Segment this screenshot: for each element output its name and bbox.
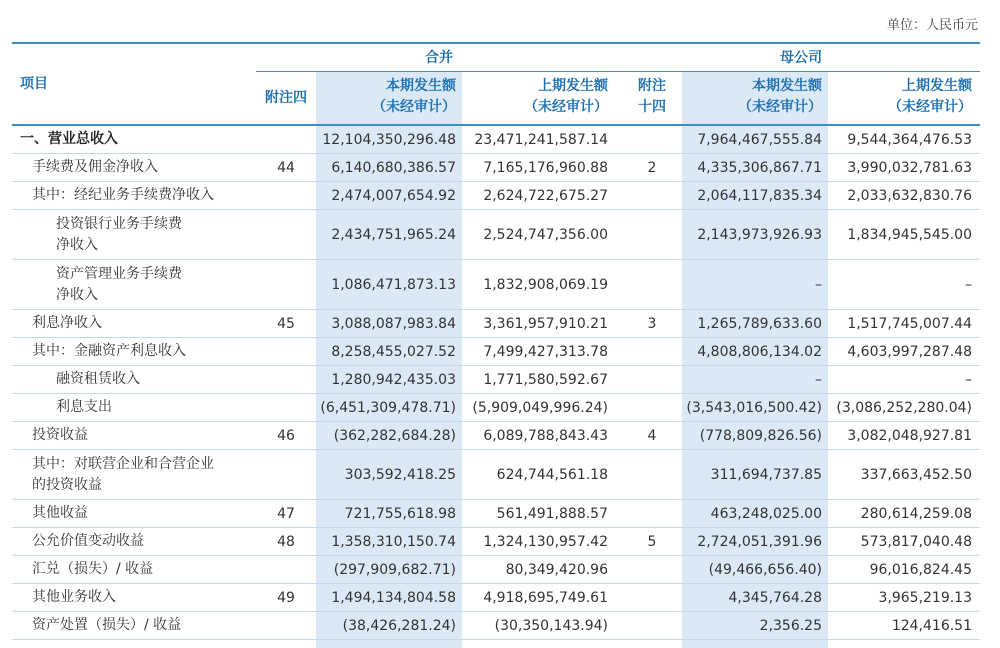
row-label-line2: 的投资收益 (32, 476, 102, 493)
header-item: 项目 (20, 76, 48, 92)
header-prior-line1: 上期发生额 (538, 78, 608, 94)
cell-prior-consolidated: 624,744,561.18 (496, 466, 608, 483)
row-label-text (20, 129, 118, 150)
table-row (12, 500, 980, 528)
header-prior-consolidated (462, 76, 608, 118)
cell-prior-consolidated: 2,624,722,675.27 (483, 187, 608, 204)
header-current-consolidated (316, 76, 456, 118)
row-label (32, 528, 262, 555)
row-label (32, 182, 262, 209)
row-label-line1: 融资租赁收入 (56, 371, 140, 387)
row-label-line1: 公允价值变动收益 (32, 533, 144, 549)
cell-current-consolidated: (38,426,281.24) (342, 617, 456, 634)
cell-current-parent: 2,724,051,391.96 (697, 533, 822, 550)
header-prior-line2: （未经审计） (888, 99, 972, 115)
cell-prior-consolidated: 1,324,130,957.42 (483, 533, 608, 550)
cell-prior-parent: 337,663,452.50 (860, 466, 972, 483)
cell-prior-consolidated: 2,524,747,356.00 (483, 226, 608, 243)
cell-current-consolidated: 2,474,007,654.92 (331, 187, 456, 204)
cell-prior-consolidated: 6,089,788,843.43 (483, 427, 608, 444)
row-label (56, 394, 286, 421)
cell-note-consolidated (256, 394, 316, 421)
cell-note-consolidated: 45 (277, 315, 295, 332)
header-current-line2: （未经审计） (372, 99, 456, 115)
header-current-line2: （未经审计） (738, 99, 822, 115)
header-note-consolidated: 附注四 (265, 90, 307, 106)
header-note-parent (622, 76, 682, 118)
cell-note-consolidated: 49 (277, 589, 295, 606)
cell-note-parent (622, 210, 682, 259)
row-label-text (32, 425, 88, 446)
cell-note-parent (622, 126, 682, 153)
cell-current-consolidated: (6,451,309,478.71) (320, 399, 456, 416)
row-label (56, 210, 286, 259)
cell-prior-parent: – (965, 276, 972, 293)
cell-note-parent (622, 366, 682, 393)
row-label-line1: 利息净收入 (32, 315, 102, 331)
cell-current-parent: – (815, 371, 822, 388)
row-label-line1: 投资银行业务手续费 (56, 215, 182, 232)
cell-current-consolidated: 6,140,680,386.57 (331, 159, 456, 176)
row-label-line1: 其中：对联营企业和合营企业 (32, 455, 214, 472)
row-label-text (32, 185, 214, 206)
cell-note-consolidated (256, 612, 316, 639)
unit-label: 单位：人民币元 (886, 18, 978, 33)
cell-current-parent: 2,143,973,926.93 (697, 226, 822, 243)
cell-note-parent (622, 500, 682, 527)
header-prior-line2: （未经审计） (524, 99, 608, 115)
cell-current-consolidated: 1,086,471,873.13 (331, 276, 456, 293)
header-current-parent (682, 76, 822, 118)
cell-prior-consolidated: 23,471,241,587.14 (474, 131, 608, 148)
cell-note-parent (622, 394, 682, 421)
row-label-line2: 净收入 (56, 286, 98, 303)
header-note-parent-line1: 附注 (638, 78, 666, 94)
cell-current-parent: 7,964,467,555.84 (697, 131, 822, 148)
cell-prior-consolidated: 7,165,176,960.88 (483, 159, 608, 176)
cell-note-parent: 4 (647, 427, 657, 444)
row-label (32, 584, 262, 611)
cell-prior-consolidated: (5,909,049,996.24) (472, 399, 608, 416)
row-label-text (56, 397, 112, 418)
group-rule-parent (622, 71, 980, 72)
table-row (12, 394, 980, 422)
table-row (12, 182, 980, 210)
cell-prior-consolidated: 7,499,427,313.78 (483, 343, 608, 360)
cell-prior-parent: 3,082,048,927.81 (847, 427, 972, 444)
row-label (32, 612, 262, 639)
row-label (32, 422, 262, 449)
cell-prior-parent: (3,086,252,280.04) (836, 399, 972, 416)
cell-prior-consolidated: 80,349,420.96 (505, 561, 608, 578)
row-label-text (56, 264, 182, 306)
table-row (12, 210, 980, 260)
group-header-parent: 母公司 (780, 50, 822, 66)
cell-note-parent (622, 556, 682, 583)
cell-prior-parent: 280,614,259.08 (860, 505, 972, 522)
table-row (12, 126, 980, 154)
cell-note-parent (622, 584, 682, 611)
cell-prior-parent: 4,603,997,287.48 (847, 343, 972, 360)
row-label (32, 310, 262, 337)
row-label-line1: 一、营业总收入 (20, 131, 118, 147)
row-label-line1: 其他业务收入 (32, 589, 116, 605)
cell-current-consolidated: (297,909,682.71) (333, 561, 456, 578)
cell-note-parent (622, 182, 682, 209)
row-label (32, 338, 262, 365)
cell-note-consolidated (256, 338, 316, 365)
cell-note-parent: 3 (647, 315, 657, 332)
header-prior-parent (828, 76, 972, 118)
cell-prior-parent: 1,834,945,545.00 (847, 226, 972, 243)
row-label (20, 126, 250, 153)
row-label-text (32, 503, 88, 524)
row-label-line1: 利息支出 (56, 399, 112, 415)
row-label-line1: 其他收益 (32, 505, 88, 521)
cell-note-consolidated (256, 450, 316, 499)
cell-note-consolidated (256, 260, 316, 309)
cell-note-consolidated (256, 182, 316, 209)
cell-prior-consolidated: 561,491,888.57 (496, 505, 608, 522)
cell-current-parent: 4,335,306,867.71 (697, 159, 822, 176)
cell-current-parent: – (815, 276, 822, 293)
cell-prior-consolidated: 1,771,580,592.67 (483, 371, 608, 388)
table-row (12, 528, 980, 556)
cell-prior-parent: 1,517,745,007.44 (847, 315, 972, 332)
cell-note-parent (622, 612, 682, 639)
row-label-line2: 净收入 (56, 236, 98, 253)
row-label (32, 500, 262, 527)
row-label-text (32, 454, 214, 496)
table-row (12, 556, 980, 584)
cell-note-consolidated (256, 366, 316, 393)
table-row (12, 612, 980, 640)
row-label-line1: 汇兑（损失）/ 收益 (32, 561, 154, 577)
row-label (56, 260, 286, 309)
cell-current-parent: (778,809,826.56) (699, 427, 822, 444)
row-label-text (56, 214, 182, 256)
row-label-line1: 手续费及佣金净收入 (32, 159, 158, 175)
cell-prior-consolidated: 3,361,957,910.21 (483, 315, 608, 332)
row-label-line1: 资产处置（损失）/ 收益 (32, 617, 182, 633)
cell-current-consolidated: 2,434,751,965.24 (331, 226, 456, 243)
row-label-text (32, 157, 158, 178)
cell-prior-consolidated: (30,350,143.94) (494, 617, 608, 634)
cell-note-parent: 5 (647, 533, 657, 550)
group-header-consolidated: 合并 (425, 50, 453, 66)
table-row (12, 450, 980, 500)
cell-current-parent: 2,356.25 (759, 617, 822, 634)
header-current-line1: 本期发生额 (386, 78, 456, 94)
row-label-line1: 投资收益 (32, 427, 88, 443)
cell-current-consolidated: 721,755,618.98 (344, 505, 456, 522)
header-note-parent-line2: 十四 (638, 99, 666, 115)
cell-current-parent: (3,543,016,500.42) (686, 399, 822, 416)
cell-current-consolidated: 8,258,455,027.52 (331, 343, 456, 360)
row-label (56, 366, 286, 393)
cell-prior-consolidated: 4,918,695,749.61 (483, 589, 608, 606)
row-label-line1: 资产管理业务手续费 (56, 265, 182, 282)
table-row (12, 338, 980, 366)
row-label-text (32, 559, 153, 580)
cell-current-parent: 1,265,789,633.60 (697, 315, 822, 332)
cell-note-consolidated (256, 126, 316, 153)
cell-current-consolidated: 3,088,087,983.84 (331, 315, 456, 332)
cell-current-parent: (49,466,656.40) (708, 561, 822, 578)
cell-note-parent (622, 338, 682, 365)
row-label-text (32, 587, 116, 608)
row-label-line1: 其中：经纪业务手续费净收入 (32, 187, 214, 203)
row-label-line1: 其中：金融资产利息收入 (32, 343, 186, 359)
row-label-text (32, 615, 181, 636)
cell-current-consolidated: (362,282,684.28) (333, 427, 456, 444)
cell-current-consolidated: 1,358,310,150.74 (331, 533, 456, 550)
table-row (12, 310, 980, 338)
row-label-text (32, 531, 144, 552)
cell-note-consolidated (256, 210, 316, 259)
cell-current-parent: 463,248,025.00 (710, 505, 822, 522)
cell-prior-parent: 3,990,032,781.63 (847, 159, 972, 176)
cell-current-parent: 2,064,117,835.34 (697, 187, 822, 204)
cell-prior-parent: 9,544,364,476.53 (847, 131, 972, 148)
cell-current-consolidated: 12,104,350,296.48 (322, 131, 456, 148)
row-label (32, 450, 262, 499)
table-row (12, 366, 980, 394)
header-current-line1: 本期发生额 (752, 78, 822, 94)
cell-current-parent: 311,694,737.85 (710, 466, 822, 483)
cell-prior-parent: 3,965,219.13 (878, 589, 972, 606)
header-prior-line1: 上期发生额 (902, 78, 972, 94)
cell-prior-parent: 124,416.51 (891, 617, 972, 634)
row-label-text (56, 369, 140, 390)
table-row (12, 584, 980, 612)
row-label-text (32, 341, 186, 362)
cell-prior-parent: 2,033,632,830.76 (847, 187, 972, 204)
cell-prior-parent: – (965, 371, 972, 388)
row-label (32, 154, 262, 181)
cell-current-consolidated: 1,280,942,435.03 (331, 371, 456, 388)
table-row (12, 154, 980, 182)
cell-prior-parent: 96,016,824.45 (869, 561, 972, 578)
group-rule-consolidated (256, 71, 622, 72)
table-row (12, 422, 980, 450)
cell-current-parent: 4,345,764.28 (728, 589, 822, 606)
cell-note-consolidated: 46 (277, 427, 295, 444)
cell-note-consolidated (256, 556, 316, 583)
cell-current-parent: 4,808,806,134.02 (697, 343, 822, 360)
cell-prior-consolidated: 1,832,908,069.19 (483, 276, 608, 293)
cell-current-consolidated: 303,592,418.25 (344, 466, 456, 483)
cell-note-consolidated: 47 (277, 505, 295, 522)
cell-prior-parent: 573,817,040.48 (860, 533, 972, 550)
cell-note-parent: 2 (647, 159, 657, 176)
row-label (32, 556, 262, 583)
cell-note-parent (622, 260, 682, 309)
cell-current-consolidated: 1,494,134,804.58 (331, 589, 456, 606)
cell-note-consolidated: 48 (277, 533, 295, 550)
row-label-text (32, 313, 102, 334)
cell-note-consolidated: 44 (277, 159, 295, 176)
cell-note-parent (622, 450, 682, 499)
table-row (12, 260, 980, 310)
